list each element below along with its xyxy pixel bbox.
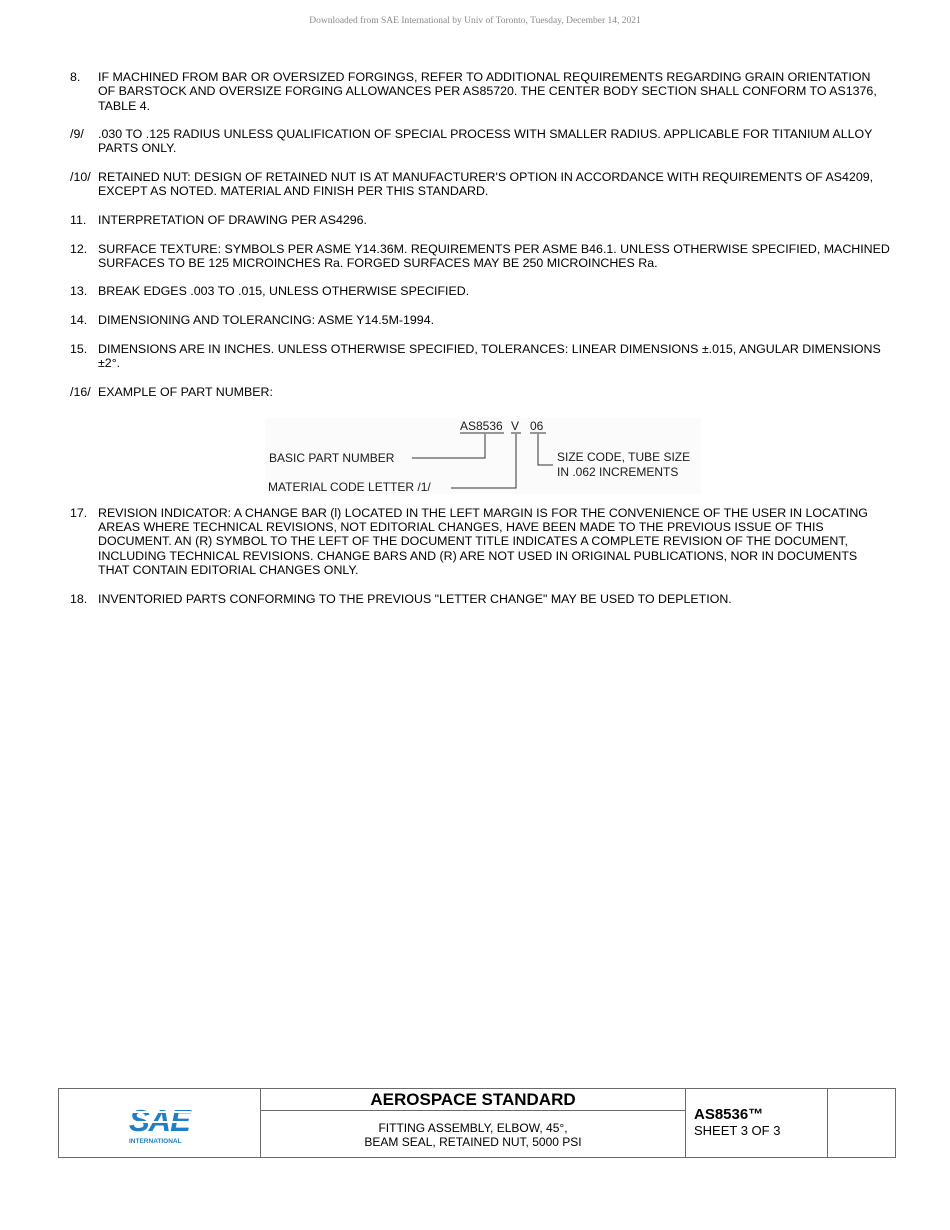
note-number: /10/ [70, 170, 91, 185]
note-9 [70, 127, 890, 156]
sheet-number: SHEET 3 OF 3 [694, 1123, 781, 1138]
note-text: INTERPRETATION OF DRAWING PER AS4296. [98, 212, 367, 227]
note-number: 17. [70, 505, 88, 520]
basic-leader [412, 434, 485, 458]
note-number: 8. [70, 70, 81, 84]
sae-international-logo [127, 1100, 197, 1146]
note-8 [70, 70, 890, 113]
note-text: EXAMPLE OF PART NUMBER: [98, 384, 273, 399]
sae-logo-subtext: INTERNATIONAL [129, 1138, 182, 1145]
note-number: 15. [70, 341, 88, 356]
note-text: RETAINED NUT: DESIGN OF RETAINED NUT IS AT MANUFACTURER'S OPTION IN ACCORDANCE WITH REQUIREMENTS OF AS4209, EXCEPT AS NOTED. MATERIAL AND FINISH PER THIS STANDARD. [98, 170, 874, 199]
note-number: 13. [70, 284, 88, 299]
note-text: DIMENSIONS ARE IN INCHES. UNLESS OTHERWISE SPECIFIED, TOLERANCES: LINEAR DIMENSIONS ±.015, ANGULAR DIMENSIONS ±2°. [98, 341, 881, 370]
part-number-diagram-svg [265, 418, 701, 494]
document-number-cell [686, 1089, 828, 1157]
note-text: DIMENSIONING AND TOLERANCING: ASME Y14.5M-1994. [98, 313, 435, 328]
document-number: AS8536™ [694, 1106, 764, 1123]
note-18 [70, 592, 890, 606]
note-number: /9/ [70, 127, 84, 142]
note-16 [70, 385, 890, 399]
document-title-line-1: FITTING ASSEMBLY, ELBOW, 45°, [378, 1121, 568, 1135]
material-leader [451, 434, 516, 488]
note-13 [70, 284, 890, 298]
note-text: INVENTORIED PARTS CONFORMING TO THE PREVIOUS "LETTER CHANGE" MAY BE USED TO DEPLETION. [98, 591, 732, 606]
label-size-code-2: IN .062 INCREMENTS [557, 465, 679, 479]
note-17 [70, 506, 890, 577]
document-title [261, 1111, 685, 1149]
note-text: REVISION INDICATOR: A CHANGE BAR (l) LOCATED IN THE LEFT MARGIN IS FOR THE CONVENIENCE OF THE USER IN LOCATING AREAS WHERE TECHNICAL REVISIONS, NOT EDITORIAL CHANGES, HAVE BEEN MADE TO THE PREVIOUS ISSUE OF THIS DOCUMENT. AN (R) SYMBOL TO THE LEFT OF THE DOCUMENT TITLE INDICATES A COMPLETE REVISION OF THE DOCUMENT, INCLUDING TECHNICAL REVISIONS. CHANGE BARS AND (R) ARE NOT USED IN ORIGINAL PUBLICATIONS, NOR IN DOCUMENTS THAT CONTAIN EDITORIAL CHANGES ONLY. [98, 505, 868, 578]
title-cell [261, 1089, 686, 1157]
title-block [58, 1088, 896, 1158]
note-12 [70, 242, 890, 271]
notes-list [70, 70, 890, 620]
note-text: IF MACHINED FROM BAR OR OVERSIZED FORGINGS, REFER TO ADDITIONAL REQUIREMENTS REGARDING GRAIN ORIENTATION OF BARSTOCK AND OVERSIZE FORGING ALLOWANCES PER AS85720. THE CENTER BODY SECTION SHALL CONFORM TO AS1376, TABLE 4. [98, 70, 877, 113]
note-number: 12. [70, 241, 88, 256]
document-title-line-2: BEAM SEAL, RETAINED NUT, 5000 PSI [364, 1135, 582, 1149]
note-text: .030 TO .125 RADIUS UNLESS QUALIFICATION OF SPECIAL PROCESS WITH SMALLER RADIUS. APPLICABLE FOR TITANIUM ALLOY PARTS ONLY. [98, 127, 873, 156]
note-11 [70, 213, 890, 227]
note-10 [70, 170, 890, 199]
part-basic-code: AS8536 [460, 419, 503, 433]
standard-heading: AEROSPACE STANDARD [261, 1089, 685, 1111]
size-leader [538, 434, 553, 465]
note-text: BREAK EDGES .003 TO .015, UNLESS OTHERWISE SPECIFIED. [98, 284, 470, 299]
note-14 [70, 313, 890, 327]
part-material-code: V [511, 419, 520, 433]
part-size-code: 06 [530, 419, 544, 433]
note-number: /16/ [70, 384, 91, 399]
label-material-code: MATERIAL CODE LETTER /1/ [268, 480, 431, 494]
download-note: Downloaded from SAE International by Univ of Toronto, Tuesday, December 14, 2021 [309, 16, 641, 26]
logo-cell [59, 1089, 261, 1157]
part-number-diagram [265, 418, 701, 494]
note-number: 18. [70, 591, 88, 606]
note-text: SURFACE TEXTURE: SYMBOLS PER ASME Y14.36M. REQUIREMENTS PER ASME B46.1. UNLESS OTHERWISE SPECIFIED, MACHINED SURFACES TO BE 125 MICROINCHES Ra. FORGED SURFACES MAY BE 250 MICROINCHES Ra. [98, 241, 890, 270]
note-number: 14. [70, 313, 88, 328]
note-15 [70, 342, 890, 371]
sae-logo-text: SAE [129, 1103, 190, 1138]
note-number: 11. [70, 212, 87, 227]
label-basic-part-number: BASIC PART NUMBER [269, 451, 395, 465]
label-size-code-1: SIZE CODE, TUBE SIZE [557, 450, 691, 464]
